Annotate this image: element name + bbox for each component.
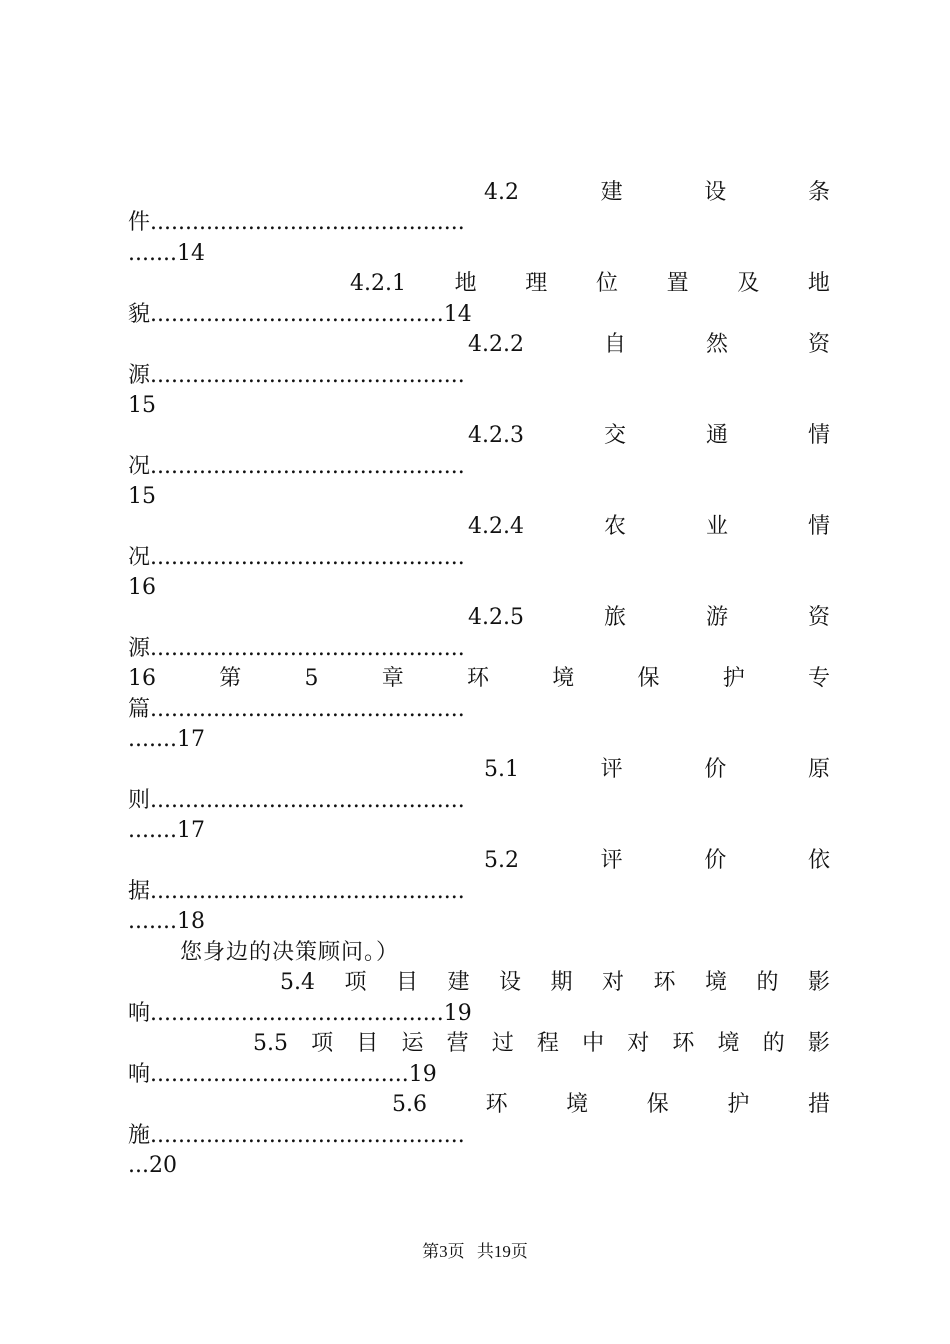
title-char: 程 [536, 1031, 559, 1056]
title-char: 境 [566, 1092, 589, 1117]
toc-heading-5-6 [392, 1090, 830, 1120]
toc-page-ref: 15 [128, 393, 156, 418]
toc-heading-5-1 [484, 755, 830, 785]
toc-leader-line: 源............................................. [128, 363, 465, 388]
title-char: 目 [356, 1031, 379, 1056]
title-char: 交 [603, 423, 626, 448]
toc-leader-line: 貌..........................................14 [128, 302, 472, 327]
title-char: 中 [582, 1031, 605, 1056]
title-char: 保 [637, 666, 660, 691]
page-number: 第3页 [422, 1242, 465, 1261]
toc-leader-line: 则............................................. [128, 788, 465, 813]
title-char: 境 [704, 970, 727, 995]
title-char: 项 [344, 970, 367, 995]
toc-page-ref: .......18 [128, 909, 205, 934]
toc-heading-5-2 [484, 846, 830, 876]
section-number: 5.2 [484, 848, 519, 873]
title-char: 护 [727, 1092, 750, 1117]
section-number: 5.6 [392, 1092, 427, 1117]
title-char: 通 [705, 423, 728, 448]
toc-heading-4-2-4 [468, 512, 830, 542]
section-number: 4.2.3 [468, 423, 524, 448]
title-char: 地 [454, 271, 477, 296]
title-char: 营 [446, 1031, 469, 1056]
page-footer [0, 1240, 950, 1264]
title-char: 及 [737, 271, 760, 296]
title-char: 影 [807, 1031, 830, 1056]
section-number: 5.4 [280, 970, 315, 995]
toc-page-ref: .......17 [128, 818, 205, 843]
title-char: 价 [704, 848, 727, 873]
title-char: 的 [762, 1031, 785, 1056]
title-char: 项 [311, 1031, 334, 1056]
toc-heading-4-2-3 [468, 421, 830, 451]
title-char: 5 [304, 666, 319, 691]
title-char: 条 [807, 180, 830, 205]
section-number: 5.1 [484, 757, 519, 782]
title-char: 对 [627, 1031, 650, 1056]
title-char: 保 [646, 1092, 669, 1117]
title-char: 对 [601, 970, 624, 995]
title-char: 过 [491, 1031, 514, 1056]
title-char: 环 [672, 1031, 695, 1056]
title-char: 旅 [603, 605, 626, 630]
title-char: 护 [722, 666, 745, 691]
toc-leader-line: 源............................................. [128, 636, 465, 661]
title-char: 自 [603, 332, 626, 357]
section-number: 5.5 [253, 1031, 288, 1056]
toc-page-ref: .......17 [128, 727, 205, 752]
title-char: 然 [705, 332, 728, 357]
title-char: 章 [381, 666, 404, 691]
section-number: 4.2.4 [468, 514, 524, 539]
title-char: 影 [807, 970, 830, 995]
title-char: 建 [600, 180, 623, 205]
toc-heading-4-2-1 [350, 269, 830, 299]
toc-leader-line: 施............................................. [128, 1123, 465, 1148]
toc-leader-line: 况............................................. [128, 545, 465, 570]
title-char: 设 [498, 970, 521, 995]
title-char: 设 [704, 180, 727, 205]
toc-leader-line: 响..........................................19 [128, 1001, 472, 1026]
title-char: 情 [807, 423, 830, 448]
title-char: 资 [807, 605, 830, 630]
page-total: 共19页 [476, 1242, 528, 1261]
toc-leader-line: 响.....................................19 [128, 1062, 437, 1087]
title-char: 置 [666, 271, 689, 296]
title-char: 依 [807, 848, 830, 873]
title-char: 环 [653, 970, 676, 995]
title-char: 游 [705, 605, 728, 630]
title-char: 境 [717, 1031, 740, 1056]
toc-page-ref: 16 [128, 666, 156, 691]
toc-chapter-5-heading [128, 664, 830, 694]
toc-page-ref: 16 [128, 575, 156, 600]
title-char: 环 [485, 1092, 508, 1117]
title-char: 目 [395, 970, 418, 995]
title-char: 建 [447, 970, 470, 995]
title-char: 地 [807, 271, 830, 296]
toc-leader-line: 件............................................. [128, 210, 465, 235]
toc-heading-5-5 [253, 1029, 830, 1059]
section-number: 4.2 [484, 180, 519, 205]
toc-heading-5-4 [280, 968, 830, 998]
inserted-text: 您身边的决策顾问。） [180, 940, 400, 965]
title-char: 位 [595, 271, 618, 296]
title-char: 情 [807, 514, 830, 539]
toc-leader-line: 篇............................................. [128, 697, 465, 722]
title-char: 业 [705, 514, 728, 539]
title-char: 原 [807, 757, 830, 782]
section-number: 4.2.5 [468, 605, 524, 630]
title-char: 环 [466, 666, 489, 691]
title-char: 专 [807, 666, 830, 691]
title-char: 评 [600, 848, 623, 873]
toc-page-ref: 15 [128, 484, 156, 509]
toc-page-ref: .......14 [128, 241, 205, 266]
section-number: 4.2.2 [468, 332, 524, 357]
toc-page-ref: ...20 [128, 1153, 177, 1178]
title-char: 运 [401, 1031, 424, 1056]
toc-heading-4-2-5 [468, 603, 830, 633]
toc-heading-4-2-2 [468, 330, 830, 360]
title-char: 境 [552, 666, 575, 691]
toc-heading-4-2 [484, 178, 830, 208]
title-char: 理 [525, 271, 548, 296]
title-char: 措 [807, 1092, 830, 1117]
toc-leader-line: 况............................................. [128, 454, 465, 479]
title-char: 资 [807, 332, 830, 357]
title-char: 价 [704, 757, 727, 782]
toc-leader-line: 据............................................. [128, 879, 465, 904]
section-number: 4.2.1 [350, 271, 406, 296]
title-char: 第 [219, 666, 242, 691]
title-char: 农 [603, 514, 626, 539]
title-char: 期 [550, 970, 573, 995]
title-char: 评 [600, 757, 623, 782]
title-char: 的 [756, 970, 779, 995]
